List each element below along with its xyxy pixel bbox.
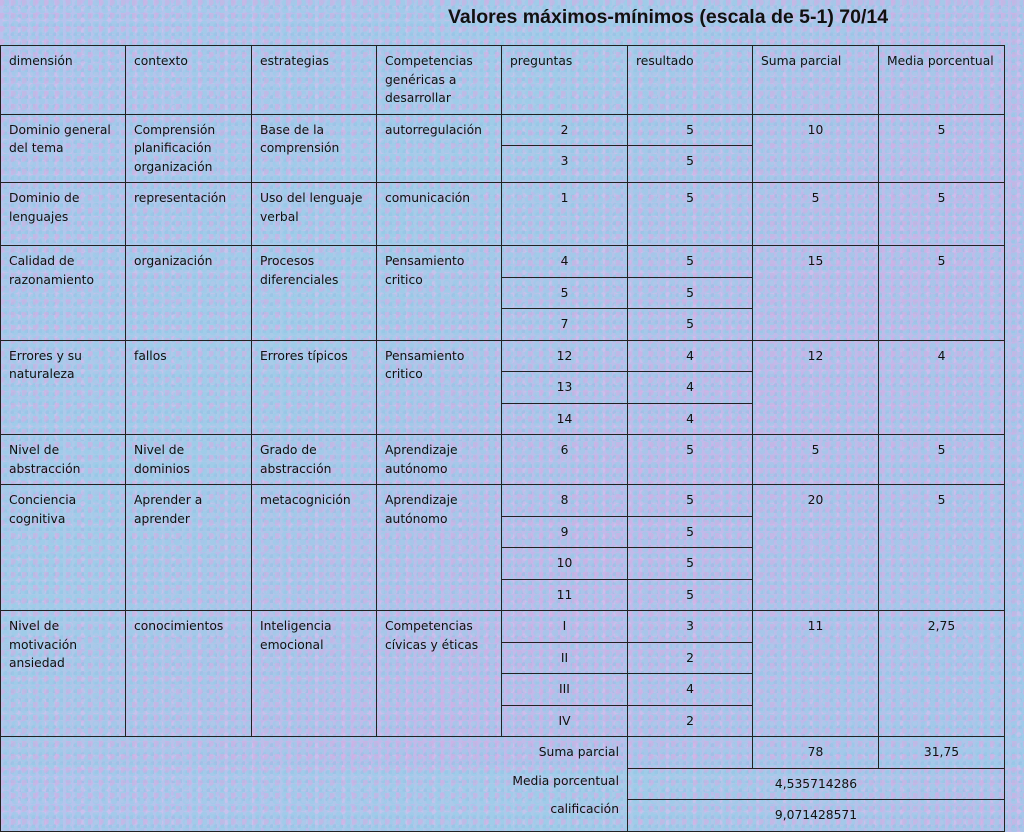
pregunta-cell: II xyxy=(502,642,628,674)
pregunta-cell: 8 xyxy=(502,485,628,517)
resultado-cell: 2 xyxy=(628,705,753,737)
summary-media-label: Media porcentual xyxy=(512,773,619,788)
competencias-cell: Pensamiento critico xyxy=(377,340,502,435)
pregunta-cell: 2 xyxy=(502,114,628,146)
competencias-cell: comunicación xyxy=(377,183,502,246)
summary-media-total: 31,75 xyxy=(879,737,1005,769)
header-row xyxy=(1,46,1005,115)
competencias-cell: Aprendizaje autónomo xyxy=(377,485,502,611)
competencias-cell: Pensamiento critico xyxy=(377,246,502,341)
media-porcentual-cell: 2,75 xyxy=(879,611,1005,737)
contexto-cell: Aprender a aprender xyxy=(126,485,252,611)
estrategias-cell: Errores típicos xyxy=(252,340,377,435)
resultado-cell: 5 xyxy=(628,485,753,517)
resultado-cell: 4 xyxy=(628,372,753,404)
resultado-cell: 3 xyxy=(628,611,753,643)
resultado-cell: 5 xyxy=(628,183,753,246)
dimension-cell: Dominio de lenguajes xyxy=(1,183,126,246)
contexto-cell: conocimientos xyxy=(126,611,252,737)
table-row xyxy=(1,340,1005,372)
suma-parcial-cell: 10 xyxy=(753,114,879,183)
dimension-cell: Errores y su naturaleza xyxy=(1,340,126,435)
header-competencias: Competencias genéricas a desarrollar xyxy=(377,46,502,115)
suma-parcial-cell: 11 xyxy=(753,611,879,737)
resultado-cell: 5 xyxy=(628,114,753,146)
suma-parcial-cell: 12 xyxy=(753,340,879,435)
header-dimension: dimensión xyxy=(1,46,126,115)
suma-parcial-cell: 20 xyxy=(753,485,879,611)
estrategias-cell: Uso del lenguaje verbal xyxy=(252,183,377,246)
estrategias-cell: Base de la comprensión xyxy=(252,114,377,183)
resultado-cell: 4 xyxy=(628,403,753,435)
table-row xyxy=(1,246,1005,278)
pregunta-cell: I xyxy=(502,611,628,643)
pregunta-cell: 9 xyxy=(502,516,628,548)
results-table xyxy=(0,45,1005,832)
pregunta-cell: 1 xyxy=(502,183,628,246)
resultado-cell: 5 xyxy=(628,146,753,183)
estrategias-cell: Procesos diferenciales xyxy=(252,246,377,341)
resultado-cell: 5 xyxy=(628,246,753,278)
table-row xyxy=(1,435,1005,485)
resultado-cell: 5 xyxy=(628,579,753,611)
dimension-cell: Nivel de abstracción xyxy=(1,435,126,485)
contexto-cell: representación xyxy=(126,183,252,246)
pregunta-cell: IV xyxy=(502,705,628,737)
competencias-cell: Competencias cívicas y éticas xyxy=(377,611,502,737)
summary-media-value: 4,535714286 xyxy=(628,768,1005,800)
pregunta-cell: 7 xyxy=(502,309,628,341)
media-porcentual-cell: 4 xyxy=(879,340,1005,435)
resultado-cell: 4 xyxy=(628,674,753,706)
summary-calificacion-value: 9,071428571 xyxy=(628,800,1005,832)
resultado-cell: 5 xyxy=(628,277,753,309)
media-porcentual-cell: 5 xyxy=(879,435,1005,485)
pregunta-cell: 5 xyxy=(502,277,628,309)
media-porcentual-cell: 5 xyxy=(879,485,1005,611)
pregunta-cell: 12 xyxy=(502,340,628,372)
competencias-cell: autorregulación xyxy=(377,114,502,183)
summary-suma-total: 78 xyxy=(753,737,879,769)
pregunta-cell: 14 xyxy=(502,403,628,435)
summary-labels-cell xyxy=(1,737,628,832)
media-porcentual-cell: 5 xyxy=(879,114,1005,183)
table-row xyxy=(1,114,1005,146)
media-porcentual-cell: 5 xyxy=(879,183,1005,246)
header-resultado: resultado xyxy=(628,46,753,115)
pregunta-cell: 4 xyxy=(502,246,628,278)
suma-parcial-cell: 15 xyxy=(753,246,879,341)
table-body xyxy=(1,114,1005,737)
dimension-cell: Conciencia cognitiva xyxy=(1,485,126,611)
pregunta-cell: 13 xyxy=(502,372,628,404)
header-media: Media porcentual xyxy=(879,46,1005,115)
resultado-cell: 5 xyxy=(628,516,753,548)
summary-suma-label: Suma parcial xyxy=(538,745,619,759)
contexto-cell: fallos xyxy=(126,340,252,435)
summary-suma-row xyxy=(1,737,1005,769)
pregunta-cell: III xyxy=(502,674,628,706)
suma-parcial-cell: 5 xyxy=(753,435,879,485)
summary-calificacion-label: calificación xyxy=(550,802,619,816)
dimension-cell: Nivel de motivación ansiedad xyxy=(1,611,126,737)
pregunta-cell: 11 xyxy=(502,579,628,611)
resultado-cell: 5 xyxy=(628,435,753,485)
contexto-cell: Comprensión planificación organización xyxy=(126,114,252,183)
pregunta-cell: 6 xyxy=(502,435,628,485)
resultado-cell: 5 xyxy=(628,309,753,341)
table-row xyxy=(1,611,1005,643)
contexto-cell: organización xyxy=(126,246,252,341)
resultado-cell: 5 xyxy=(628,548,753,580)
estrategias-cell: metacognición xyxy=(252,485,377,611)
header-estrategias: estrategias xyxy=(252,46,377,115)
competencias-cell: Aprendizaje autónomo xyxy=(377,435,502,485)
header-suma: Suma parcial xyxy=(753,46,879,115)
table-row xyxy=(1,183,1005,246)
dimension-cell: Dominio general del tema xyxy=(1,114,126,183)
resultado-cell: 2 xyxy=(628,642,753,674)
estrategias-cell: Inteligencia emocional xyxy=(252,611,377,737)
summary-section xyxy=(1,737,1005,832)
dimension-cell: Calidad de razonamiento xyxy=(1,246,126,341)
header-preguntas: preguntas xyxy=(502,46,628,115)
header-contexto: contexto xyxy=(126,46,252,115)
pregunta-cell: 3 xyxy=(502,146,628,183)
estrategias-cell: Grado de abstracción xyxy=(252,435,377,485)
summary-blank-cell xyxy=(628,737,753,769)
media-porcentual-cell: 5 xyxy=(879,246,1005,341)
pregunta-cell: 10 xyxy=(502,548,628,580)
suma-parcial-cell: 5 xyxy=(753,183,879,246)
contexto-cell: Nivel de dominios xyxy=(126,435,252,485)
resultado-cell: 4 xyxy=(628,340,753,372)
page-title: Valores máximos-mínimos (escala de 5-1) 70/14 xyxy=(448,6,889,28)
table-row xyxy=(1,485,1005,517)
